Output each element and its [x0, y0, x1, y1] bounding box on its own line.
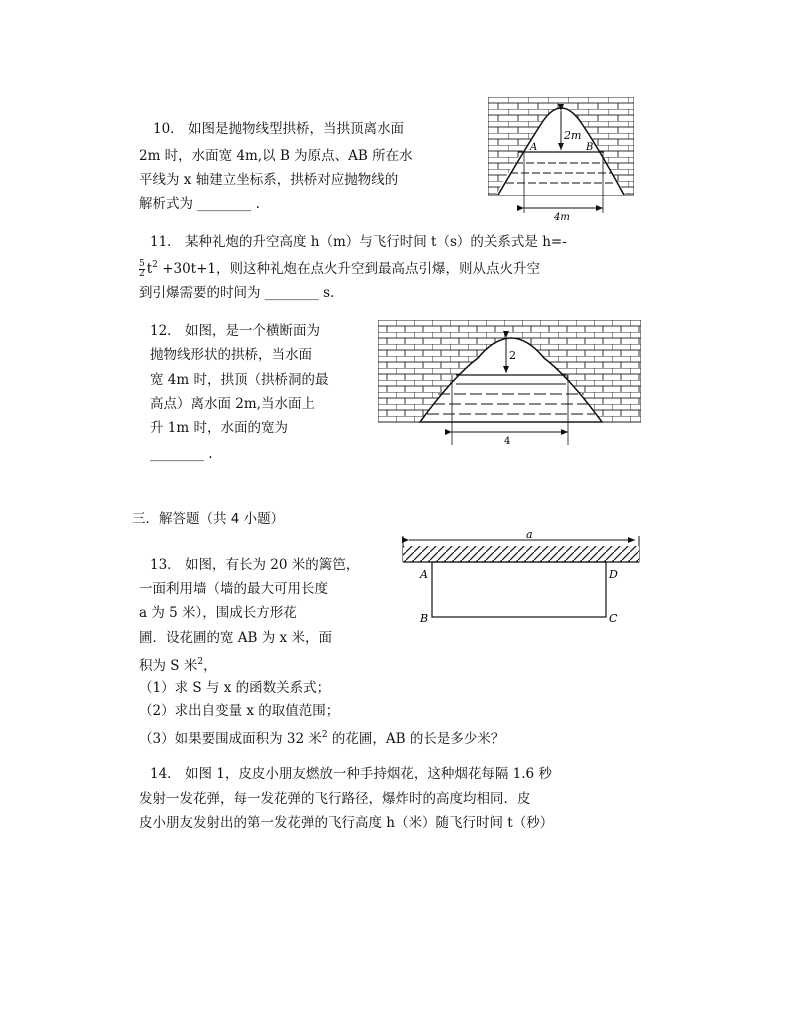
q11-line-3: 到引爆需要的时间为 ________ s. — [139, 285, 335, 301]
q13-point-a: A — [420, 568, 428, 581]
section-3-title: 三．解答题（共 4 小题） — [132, 511, 285, 527]
q10-line-1: 10． 如图是抛物线型拱桥，当拱顶离水面 — [153, 121, 404, 137]
q13-line-4: 圃．设花圃的宽 AB 为 x 米，面 — [139, 630, 332, 646]
q10-width-label: 4m — [554, 212, 570, 221]
q14-line-3: 皮小朋友发射出的第一发花弹的飞行高度 h（米）随飞行时间 t（秒） — [139, 815, 554, 831]
q13-line-1: 13． 如图，有长为 20 米的篱笆， — [150, 557, 360, 573]
q12-line-5: 升 1m 时，水面的宽为 — [150, 420, 288, 436]
q10-line-3: 平线为 x 轴建立坐标系，拱桥对应抛物线的 — [139, 172, 399, 188]
q13-part-3: （3）如果要围成面积为 32 米$^2$ 的花圃，AB 的长是多少米？ — [139, 730, 505, 747]
q13-part-2: （2）求出自变量 x 的取值范围； — [139, 703, 340, 719]
q12-line-6: ________ . — [150, 446, 213, 462]
q12-width-label: 4 — [504, 436, 511, 447]
q10-point-a: A — [530, 142, 538, 153]
q11-line-2: $\frac{5}{2}$ $t^2 +30t+1$，则这种礼炮在点火升空到最高点引爆，则从点火升空 — [139, 259, 541, 279]
q13-point-b: B — [420, 612, 429, 625]
q14-line-1: 14． 如图 1，皮皮小朋友燃放一种手持烟花，这种烟花每隔 1.6 秒 — [150, 766, 552, 782]
q11-fraction: $\frac{5}{2}$ — [139, 259, 145, 279]
q10-height-label: 2m — [564, 129, 582, 142]
q12-bridge-figure — [378, 320, 641, 448]
q13-line-5: 积为 S 米$^2$， — [139, 657, 217, 674]
q12-height-label: 2 — [509, 349, 516, 362]
q13-point-d: D — [609, 568, 618, 581]
q14-line-2: 发射一发花弹，每一发花弹的飞行路径，爆炸时的高度均相同．皮 — [139, 791, 531, 807]
q13-line-2: 一面利用墙（墙的最大可用长度 — [139, 581, 328, 597]
q11-line-1: 11． 某种礼炮的升空高度 h（m）与飞行时间 t（s）的关系式是 h=- — [150, 234, 567, 250]
q13-line-3: a 为 5 米），围成长方形花 — [139, 605, 297, 621]
q13-point-c: C — [609, 612, 618, 625]
q12-line-3: 宽 4m 时，拱顶（拱桥洞的最 — [150, 372, 329, 388]
q12-line-2: 抛物线形状的拱桥，当水面 — [150, 347, 312, 363]
q10-point-b: B — [586, 142, 594, 153]
q10-line-2: 2m 时，水面宽 4m,以 B 为原点、AB 所在水 — [139, 148, 413, 164]
q12-line-1: 12． 如图，是一个横断面为 — [150, 323, 320, 339]
q10-line-4: 解析式为 ________ . — [139, 196, 260, 212]
q12-line-4: 高点）离水面 2m,当水面上 — [150, 396, 315, 412]
q10-bridge-figure — [488, 97, 634, 221]
q13-part-1: （1）求 S 与 x 的函数关系式； — [139, 680, 331, 696]
q13-a-label: a — [526, 528, 533, 541]
q13-garden-figure — [398, 528, 644, 628]
